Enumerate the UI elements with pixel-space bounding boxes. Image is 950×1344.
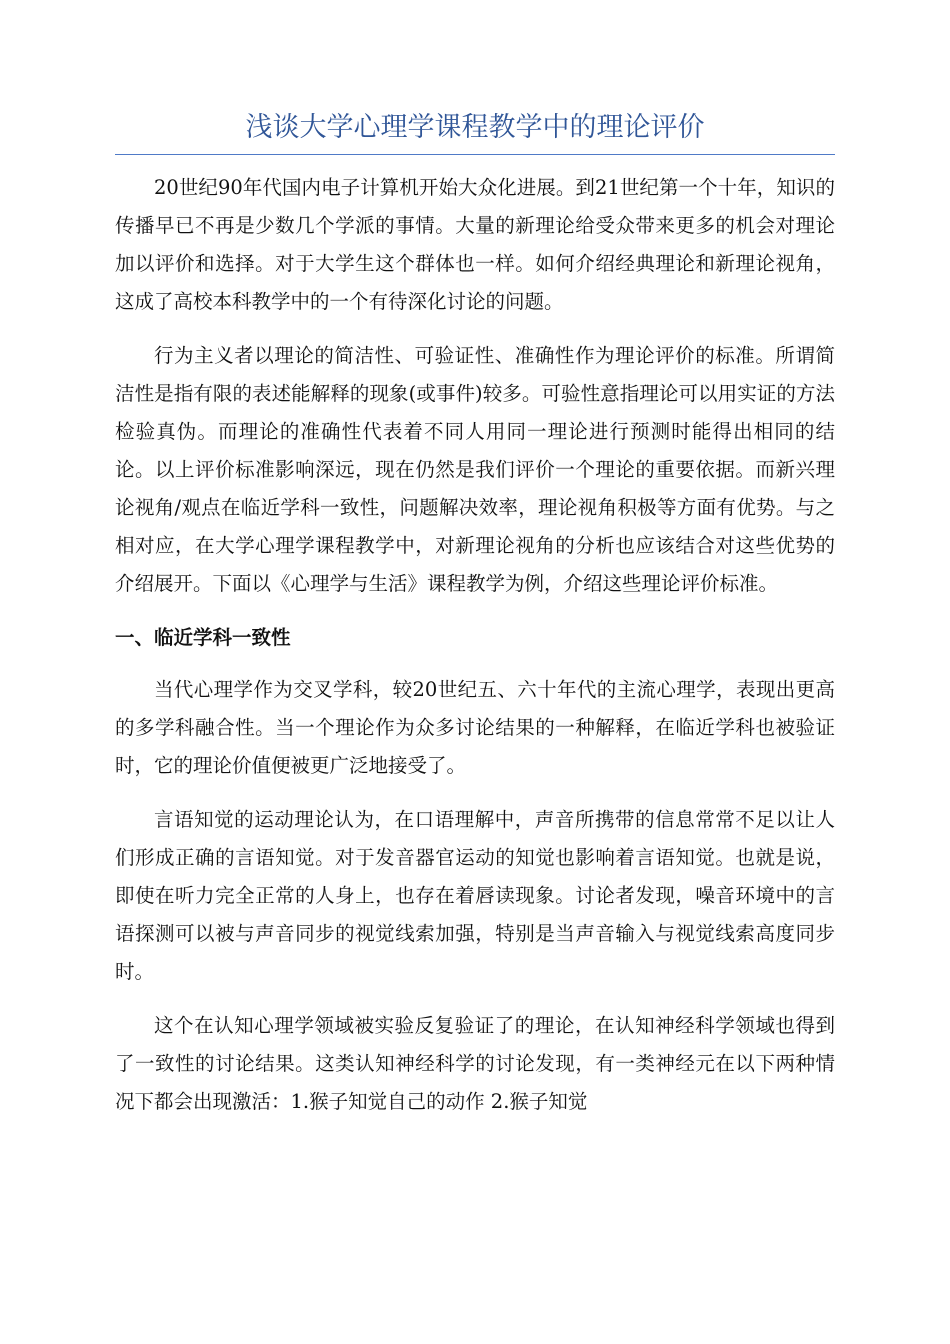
document-title: 浅谈大学心理学课程教学中的理论评价 [115, 108, 835, 155]
section1-paragraph-3: 这个在认知心理学领域被实验反复验证了的理论，在认知神经科学领域也得到了一致性的讨论结果。这类认知神经科学的讨论发现，有一类神经元在以下两种情况下都会出现激活：1.猴子知觉自己的动作 2.猴子知觉 [115, 1014, 835, 1113]
intro-paragraph-2: 行为主义者以理论的简洁性、可验证性、准确性作为理论评价的标准。所谓简洁性是指有限的表述能解释的现象(或事件)较多。可验性意指理论可以用实证的方法检验真伪。而理论的准确性代表着不同人用同一理论进行预测时能得出相同的结论。以上评价标准影响深远，现在仍然是我们评价一个理论的重要依据。而新兴理论视角/观点在临近学科一致性，问题解决效率，理论视角积极等方面有优势。与之相对应，在大学心理学课程教学中，对新理论视角的分析也应该结合对这些优势的介绍展开。下面以《心理学与生活》课程教学为例，介绍这些理论评价标准。 [115, 344, 835, 595]
intro-paragraph-1: 20世纪90年代国内电子计算机开始大众化进展。到21世纪第一个十年，知识的传播早已不再是少数几个学派的事情。大量的新理论给受众带来更多的机会对理论加以评价和选择。对于大学生这个群体也一样。如何介绍经典理论和新理论视角，这成了高校本科教学中的一个有待深化讨论的问题。 [115, 176, 835, 313]
section1-paragraph-1: 当代心理学作为交叉学科，较20世纪五、六十年代的主流心理学，表现出更高的多学科融合性。当一个理论作为众多讨论结果的一种解释，在临近学科也被验证时，它的理论价值便被更广泛地接受了。 [115, 678, 835, 777]
section1-paragraph-2: 言语知觉的运动理论认为，在口语理解中，声音所携带的信息常常不足以让人们形成正确的言语知觉。对于发音器官运动的知觉也影响着言语知觉。也就是说，即使在听力完全正常的人身上，也存在着唇读现象。讨论者发现，噪音环境中的言语探测可以被与声音同步的视觉线索加强，特别是当声音输入与视觉线索高度同步时。 [115, 808, 835, 983]
document-page [115, 108, 835, 1137]
section-heading-1: 一、临近学科一致性 [115, 626, 291, 649]
